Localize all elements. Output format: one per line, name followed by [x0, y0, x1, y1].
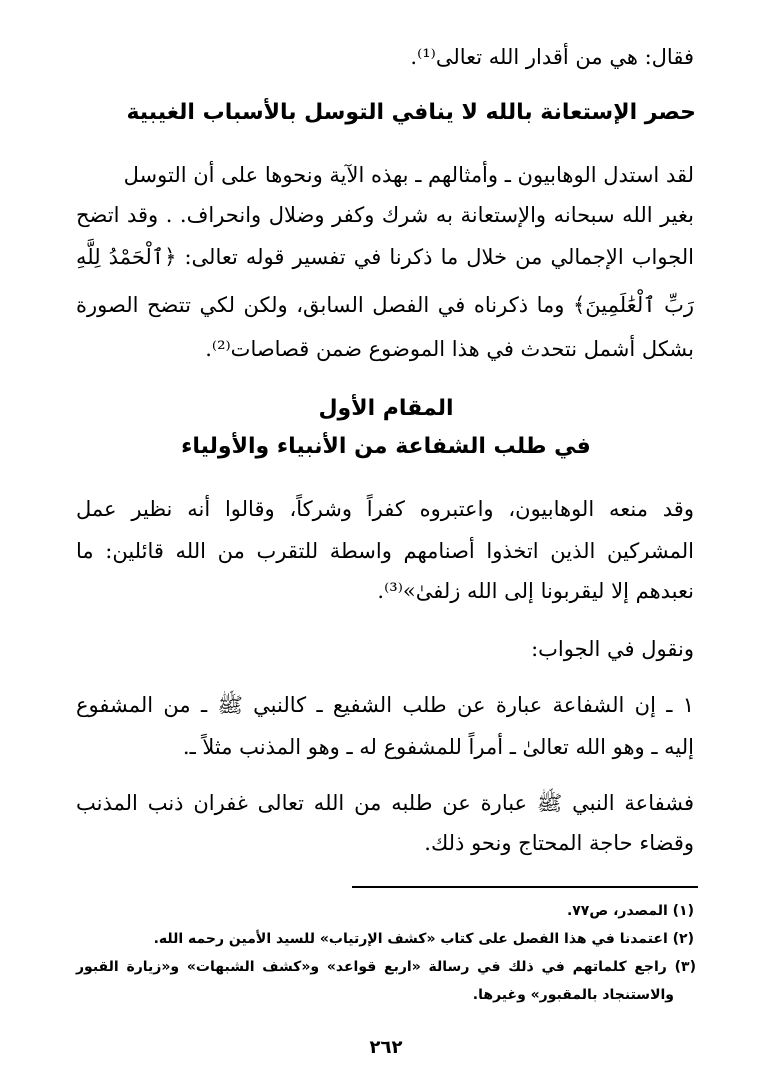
- section-heading: حصر الإستعانة بالله لا ينافي التوسل بالأسباب الغيبية: [126, 100, 696, 125]
- paragraph-line: بشكل أشمل نتحدث في هذا الموضوع ضمن قصاصات⁽²⁾.: [205, 337, 694, 361]
- intro-line: فقال: هي من أقدار الله تعالى⁽¹⁾.: [410, 45, 694, 69]
- paragraph-line: ١ ـ إن الشفاعة عبارة عن طلب الشفيع ـ كالنبي ﷺ ـ من المشفوع: [76, 693, 694, 717]
- footnote: (٣) راجع كلماتهم في ذلك في رسالة «اربع قواعد» و«كشف الشبهات» و«زيارة القبور: [76, 959, 696, 975]
- paragraph-line: وقد منعه الوهابيون، واعتبروه كفراً وشركاً، وقالوا أنه نظير عمل: [76, 497, 694, 521]
- paragraph-line: رَبِّ ٱلْعَٰلَمِينَ﴾ وما ذكرناه في الفصل السابق، ولكن لكي تتضح الصورة: [76, 293, 694, 317]
- maqam-title: المقام الأول: [318, 396, 454, 421]
- footnote: والاستنجاد بالمقبور» وغيرها.: [472, 987, 674, 1003]
- footnote: (١) المصدر، ص٧٧.: [566, 903, 694, 919]
- footnote-divider: [352, 886, 698, 888]
- paragraph-line: لقد استدل الوهابيون ـ وأمثالهم ـ بهذه الآية ونحوها على أن التوسل: [123, 163, 694, 187]
- maqam-subtitle: في طلب الشفاعة من الأنبياء والأولياء: [181, 434, 591, 459]
- footnote: (٢) اعتمدنا في هذا الفصل على كتاب «كشف الإرتياب» للسيد الأمين رحمه الله.: [153, 931, 694, 947]
- paragraph-line: نعبدهم إلا ليقربونا إلى الله زلفىٰ»⁽³⁾.: [377, 579, 694, 603]
- paragraph-line: إليه ـ وهو الله تعالىٰ ـ أمراً للمشفوع له ـ وهو المذنب مثلاً ـ.: [182, 735, 694, 759]
- page-number: ٢٦٢: [369, 1037, 403, 1058]
- answer-intro: ونقول في الجواب:: [531, 637, 694, 661]
- paragraph-line: الجواب الإجمالي من خلال ما ذكرنا في تفسير قوله تعالى: ﴿ٱلْحَمْدُ لِلَّهِ: [76, 245, 694, 269]
- paragraph-line: فشفاعة النبي ﷺ عبارة عن طلبه من الله تعالى غفران ذنب المذنب: [76, 791, 694, 815]
- paragraph-line: وقضاء حاجة المحتاج ونحو ذلك.: [424, 831, 694, 855]
- paragraph-line: بغير الله سبحانه والإستعانة به شرك وكفر وضلال وانحراف. . وقد اتضح: [76, 203, 694, 227]
- paragraph-line: المشركين الذين اتخذوا أصنامهم واسطة للتقرب من الله قائلين: ما: [76, 539, 694, 563]
